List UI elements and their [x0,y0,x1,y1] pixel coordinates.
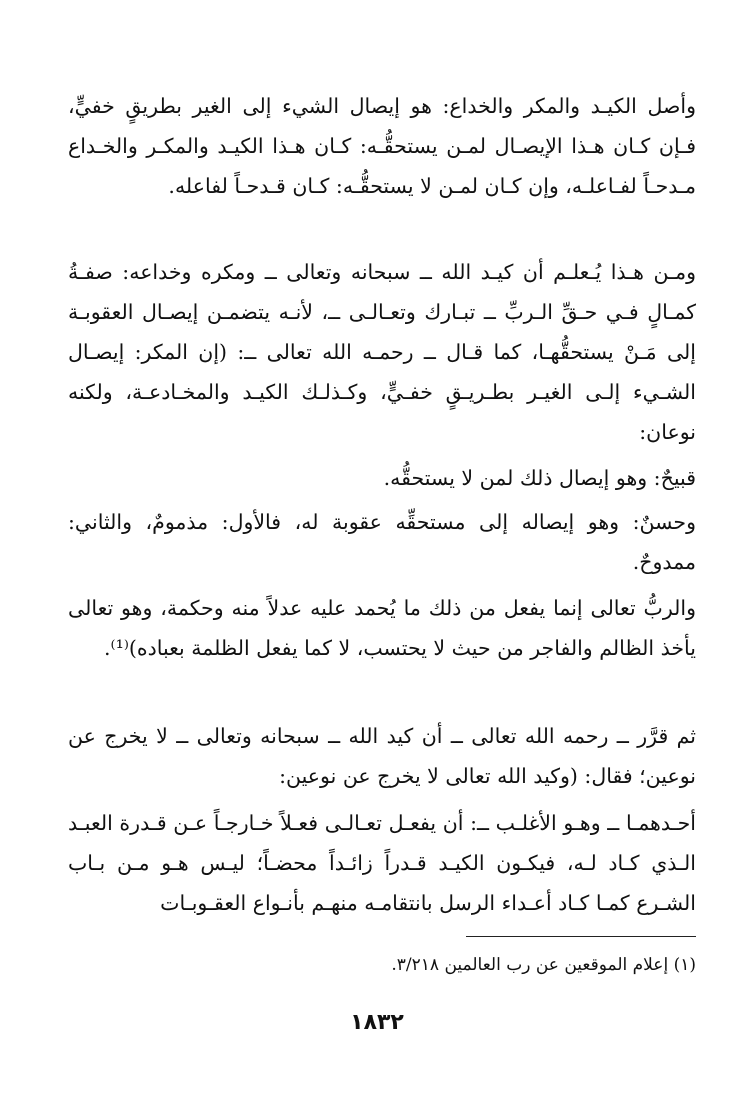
paragraph-rabb-justice [68,588,696,668]
paragraph-text: وأصل الكيـد والمكر والخداع: هو إيصال الشيء إلى الغير بطريقٍ خفيٍّ، فـإن كـان هـذا الإيصـال لمـن يستحقُّـه: كـان هـذا الكيـد والمكـر والخـداع مـدحـاً لفـاعلـه، وإن كـان لمـن لا يستحقُّـه: كـان قـدحـاً لفاعله. [68,94,696,198]
paragraph-hasan [68,502,696,582]
paragraph-kayd-definition [68,86,696,206]
paragraph-qabih [68,458,696,498]
footnote: (١) إعلام الموقعين عن رب العالمين ٣/٢١٨. [391,955,696,975]
paragraph-text: قبيحٌ: وهو إيصال ذلك لمن لا يستحقُّه. [383,466,696,490]
paragraph-kayd-attribute [68,252,696,452]
footnote-divider [466,936,696,937]
paragraph-text: أحـدهمـا ــ وهـو الأغلـب ــ: أن يفعـل تعـالـى فعـلاً خـارجـاً عـن قـدرة العبـد الـذي كـاد لـه، فيكـون الكيـد قـدراً زائـداً محضـاً؛ ليـس هـو مـن بـاب الشـرع كمـا كـاد أعـداء الرسل بانتقامـه منهـم بأنـواع العقـوبـات [68,811,696,915]
paragraph-text: ومـن هـذا يُـعلـم أن كيـد الله ــ سبحانه وتعالى ــ ومكره وخداعه: صفـةُ كمـالٍ فـي حـقِّ الـربِّ ــ تبـارك وتعـالـى ــ، لأنـه يتضمـن إيصـال العقوبـة إلى مَـنْ يستحقُّهـا، كما قـال ــ رحمـه الله تعالى ــ: (إن المكر: إيصـال الشـيء إلـى الغيـر بطـريـقٍ خفـيٍّ، وكـذلـك الكيـد والمخـادعـة، ولكنه نوعان: [68,260,696,444]
page-number: ١٨٣٢ [350,1010,404,1035]
paragraph-two-types [68,716,696,796]
paragraph-text: والربُّ تعالى إنما يفعل من ذلك ما يُحمد عليه عدلاً منه وحكمة، وهو تعالى يأخذ الظالم والفاجر من حيث لا يحتسب، لا كما يفعل الظلمة بعباده)⁽¹⁾. [68,596,696,660]
paragraph-text: ثم قرَّر ــ رحمه الله تعالى ــ أن كيد الله ــ سبحانه وتعالى ــ لا يخرج عن نوعين؛ فقال: (وكيد الله تعالى لا يخرج عن نوعين: [68,724,696,788]
paragraph-text: وحسنٌ: وهو إيصاله إلى مستحقِّه عقوبة له، فالأول: مذمومٌ، والثاني: ممدوحٌ. [68,510,696,574]
paragraph-first-type [68,803,696,923]
